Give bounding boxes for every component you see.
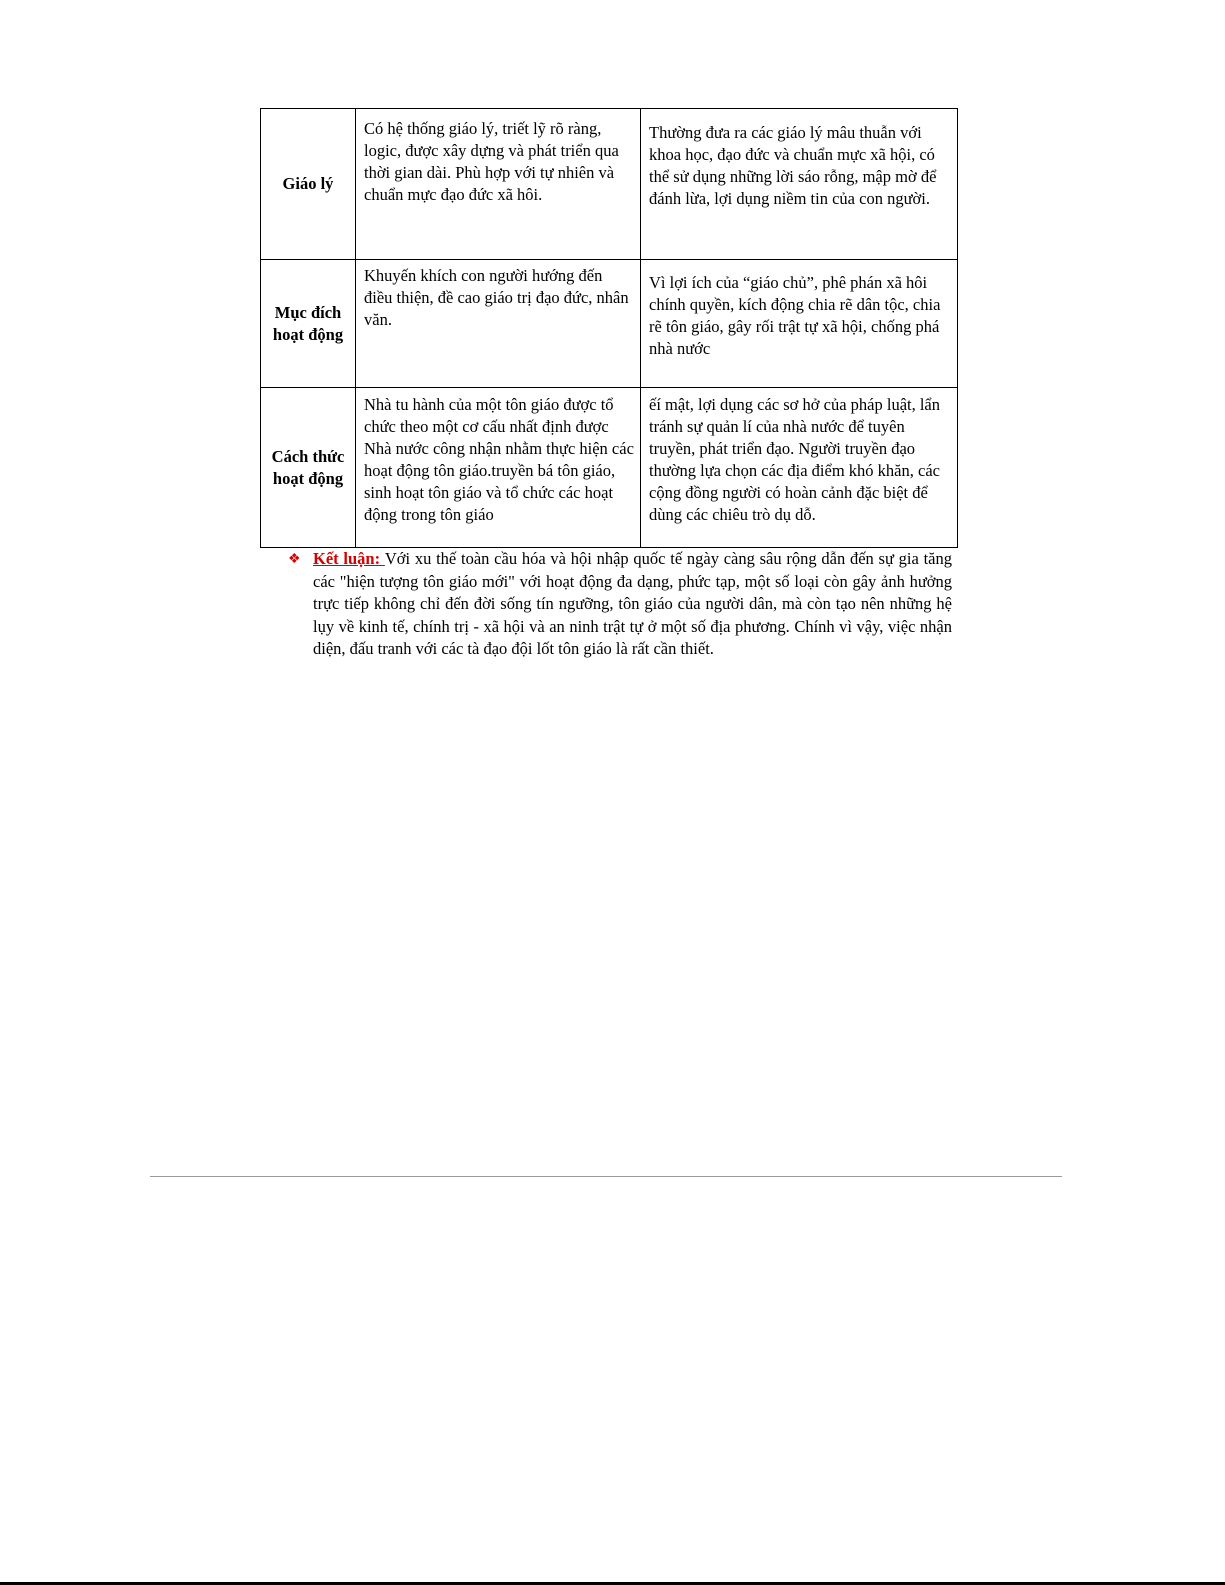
page-divider xyxy=(150,1176,1062,1177)
false-religion-cell xyxy=(641,109,958,260)
conclusion-paragraph xyxy=(288,548,952,661)
false-religion-cell xyxy=(641,260,958,388)
comparison-table xyxy=(260,108,958,548)
cell-text: Vì lợi ích của “giáo chủ”, phê phán xã hôi chính quyền, kích động chia rẽ dân tộc, chia rẽ tôn giáo, gây rối trật tự xã hội, chống phá nhà nước xyxy=(649,273,941,358)
true-religion-cell xyxy=(356,109,641,260)
row-label-line: Mục đích xyxy=(274,302,342,322)
conclusion-body xyxy=(288,548,952,661)
row-label-line: hoạt động xyxy=(272,324,344,344)
cell-text: Thường đưa ra các giáo lý mâu thuẫn với khoa học, đạo đức và chuẩn mực xã hội, có thể sử dụng những lời sáo rỗng, mập mờ để đánh lừa, lợi dụng niềm tin của con người. xyxy=(649,123,937,208)
row-label-cell xyxy=(261,109,356,260)
row-label-line: hoạt động xyxy=(272,468,344,488)
cell-text: Khuyến khích con người hướng đến điều thiện, đề cao giáo trị đạo đức, nhân văn. xyxy=(364,266,629,329)
row-label-line: Cách thức xyxy=(271,446,345,466)
cell-text: ếí mật, lợi dụng các sơ hở của pháp luật, lẩn tránh sự quản lí của nhà nước để tuyên truyền, phát triển đạo. Người truyền đạo thường lựa chọn các địa điểm khó khăn, các cộng đồng người có hoàn cảnh đặc biệt để dùng các chiêu trò dụ dỗ. xyxy=(649,395,941,524)
conclusion-text: Với xu thế toàn cầu hóa và hội nhập quốc tế ngày càng sâu rộng dẫn đến sự gia tăng các "hiện tượng tôn giáo mới" với hoạt động đa dạng, phức tạp, một số loại còn gây ảnh hưởng trực tiếp không chỉ đến đời sống tín ngưỡng, tôn giáo của người dân, mà còn tạo nên những hệ lụy về kinh tế, chính trị - xã hội và an ninh trật tự ở một số địa phương. Chính vì vậy, việc nhận diện, đấu tranh với các tà đạo đội lốt tôn giáo là rất cần thiết. xyxy=(313,549,952,658)
conclusion-heading: Kết luận: xyxy=(313,549,385,568)
false-religion-cell xyxy=(641,388,958,548)
table-row xyxy=(261,388,958,548)
row-label-line: Giáo lý xyxy=(282,174,334,193)
table-row xyxy=(261,260,958,388)
cell-text: Có hệ thống giáo lý, triết lỹ rõ ràng, logic, được xây dựng và phát triển qua thời gian dài. Phù hợp với tự nhiên và chuẩn mực đạo đức xã hôi. xyxy=(364,119,619,204)
cell-text: Nhà tu hành của một tôn giáo được tổ chức theo một cơ cấu nhất định được Nhà nước công nhận nhằm thực hiện các hoạt động tôn giáo.truyền bá tôn giáo, sinh hoạt tôn giáo và tổ chức các hoạt động trong tôn giáo xyxy=(364,395,634,524)
true-religion-cell xyxy=(356,388,641,548)
table-row xyxy=(261,109,958,260)
true-religion-cell xyxy=(356,260,641,388)
diamond-bullet-icon: ❖ xyxy=(288,552,301,567)
row-label-cell xyxy=(261,388,356,548)
row-label-cell xyxy=(261,260,356,388)
